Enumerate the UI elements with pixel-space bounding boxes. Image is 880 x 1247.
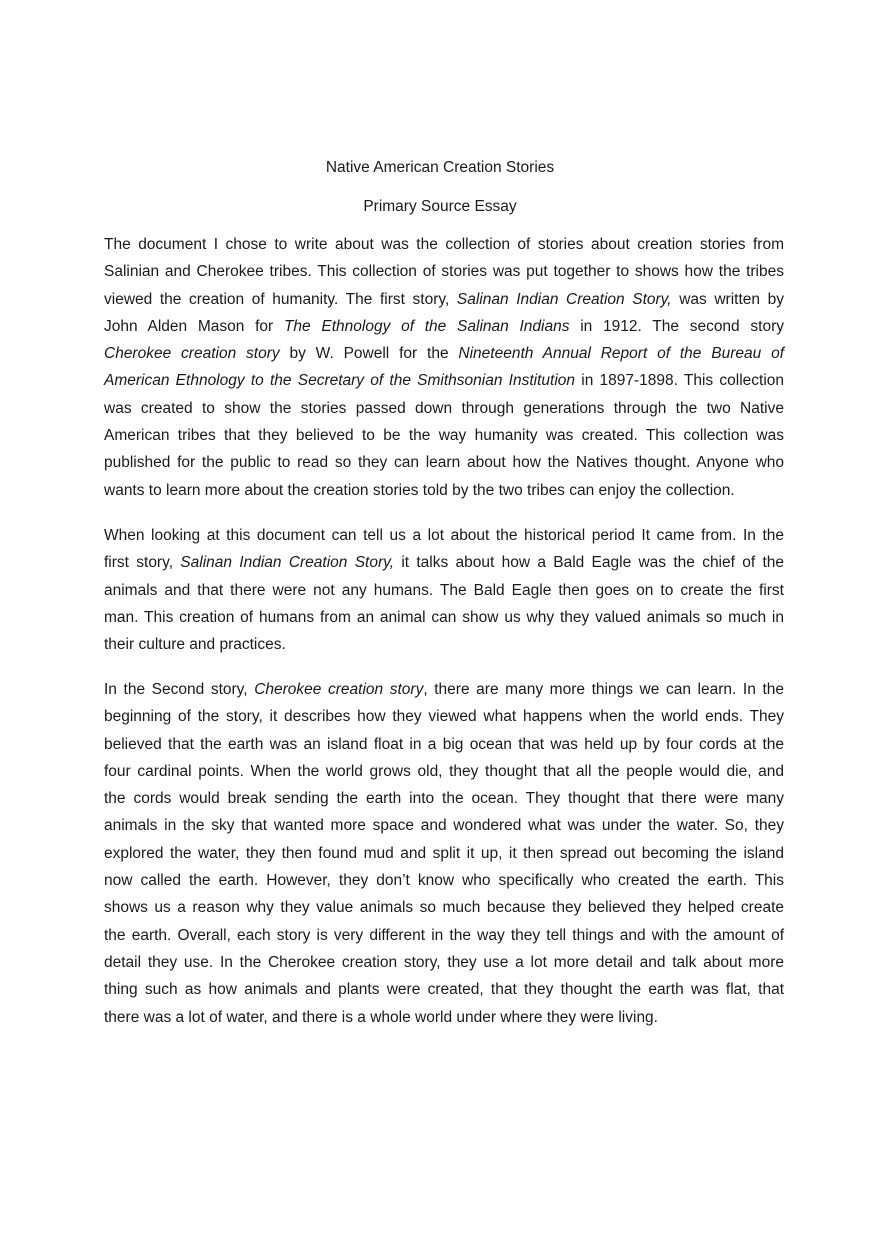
text-line — [104, 449, 784, 476]
italic-title-text: Nineteenth Annual Report of the Bureau of — [458, 345, 784, 363]
body-text: the earth. Overall, each story is very different in the way they tell things and with the amount of — [104, 926, 784, 944]
text-line — [104, 422, 784, 449]
body-text: believed that the earth was an island float in a big ocean that was held up by four cords at the — [104, 735, 784, 753]
body-text: their culture and practices. — [104, 636, 286, 654]
body-text: in 1897-1898. This collection — [575, 372, 784, 390]
italic-title-text: American Ethnology to the Secretary of the Smithsonian Institution — [104, 372, 576, 390]
text-line — [104, 676, 784, 703]
body-text: Salinian and Cherokee tribes. This collection of stories was put together to shows how the tribes — [104, 263, 784, 281]
text-line — [104, 758, 784, 785]
body-text: four cardinal points. When the world grows old, they thought that all the people would die, and — [104, 762, 784, 780]
text-line — [104, 631, 784, 658]
text-line — [104, 395, 784, 422]
body-text: animals and that there were not any humans. The Bald Eagle then goes on to create the first — [104, 581, 784, 599]
body-text: thing such as how animals and plants were created, that they thought the earth was flat, that — [104, 981, 784, 999]
italic-title-text: Salinan Indian Creation Story, — [180, 554, 395, 572]
body-text: explored the water, they then found mud and split it up, it then spread out becoming the island — [104, 844, 784, 862]
text-line — [104, 286, 784, 313]
body-text: first story, — [104, 554, 181, 572]
body-text: man. This creation of humans from an animal can show us why they valued animals so much in — [104, 608, 784, 626]
body-text: by W. Powell for the — [279, 345, 459, 363]
body-text: detail they use. In the Cherokee creation story, they use a lot more detail and talk about more — [104, 953, 784, 971]
text-line — [104, 731, 784, 758]
text-line — [104, 922, 784, 949]
text-line — [104, 367, 784, 394]
italic-title-text: Salinan Indian Creation Story, — [456, 290, 672, 308]
text-line — [104, 1004, 784, 1031]
text-line — [104, 976, 784, 1003]
text-line — [104, 340, 784, 367]
body-text: shows us a reason why they value animals so much because they believed they helped create — [104, 899, 784, 917]
text-line — [104, 549, 784, 576]
body-text: wants to learn more about the creation stories told by the two tribes can enjoy the collection. — [104, 481, 735, 499]
body-text: the cords would break sending the earth into the ocean. They thought that there were many — [104, 790, 784, 808]
text-line — [104, 477, 784, 504]
text-line — [104, 604, 784, 631]
body-text: American tribes that they believed to be the way humanity was created. This collection was — [104, 427, 784, 445]
body-text: published for the public to read so they can learn about how the Natives thought. Anyone who — [104, 454, 784, 472]
text-line — [104, 785, 784, 812]
body-text: In the Second story, — [104, 681, 255, 698]
body-text: animals in the sky that wanted more space and wondered what was under the water. So, they — [104, 817, 784, 835]
body-text: was created to show the stories passed down through generations through the two Native — [104, 399, 784, 417]
body-text: viewed the creation of humanity. The first story, — [104, 290, 457, 308]
body-text: When looking at this document can tell us a lot about the historical period It came from. In the — [104, 527, 784, 544]
body-text: John Alden Mason for — [104, 317, 284, 335]
text-line — [104, 703, 784, 730]
text-line — [104, 840, 784, 867]
body-text: there was a lot of water, and there is a whole world under where they were living. — [104, 1008, 658, 1026]
body-text: in 1912. The second story — [569, 317, 784, 335]
body-text: The document I chose to write about was the collection of stories about creation stories from — [104, 236, 784, 253]
text-line — [104, 258, 784, 285]
text-line — [104, 313, 784, 340]
text-line — [104, 231, 784, 258]
page-subtitle: Primary Source Essay — [363, 198, 517, 215]
italic-title-text: The Ethnology of the Salinan Indians — [283, 317, 570, 335]
page-title: Native American Creation Stories — [325, 159, 555, 176]
body-text: , there are many more things we can learn. In the — [423, 681, 784, 698]
italic-title-text: Cherokee creation story — [254, 681, 424, 698]
body-text: it talks about how a Bald Eagle was the chief of the — [394, 554, 784, 572]
text-line — [104, 812, 784, 839]
text-line — [104, 867, 784, 894]
body-text: beginning of the story, it describes how they viewed what happens when the world ends. They — [104, 708, 784, 726]
italic-title-text: Cherokee creation story — [104, 345, 280, 363]
body-text: was written by — [671, 290, 784, 308]
text-line — [104, 949, 784, 976]
paragraph-1 — [104, 231, 784, 504]
text-line — [104, 894, 784, 921]
body-text: now called the earth. However, they don’t know who specifically who created the earth. This — [104, 872, 784, 890]
text-line — [104, 577, 784, 604]
paragraph-2 — [104, 522, 784, 658]
paragraph-3 — [104, 676, 784, 1031]
text-line — [104, 522, 784, 549]
